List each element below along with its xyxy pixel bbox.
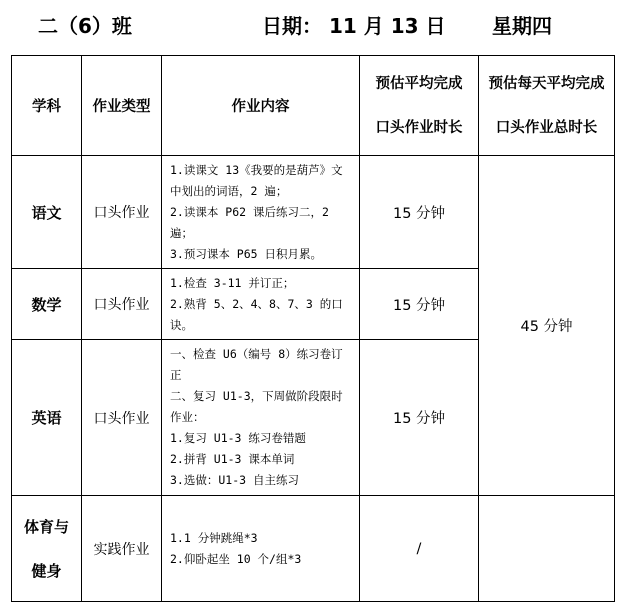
content-line: 3.预习课本 P65 日积月累。 <box>170 246 322 261</box>
time-cell: / <box>360 496 479 602</box>
page-header <box>0 6 626 42</box>
content-cell <box>162 496 360 602</box>
col-header-daily-total-line2: 口头作业总时长 <box>495 119 598 136</box>
table-row-chinese <box>12 156 615 269</box>
daily-total-cell: 45 分钟 <box>479 156 615 496</box>
content-cell <box>162 156 360 269</box>
col-header-avg-time-line1: 预估平均完成 <box>375 75 463 92</box>
time-cell: 15 分钟 <box>360 269 479 340</box>
col-header-subject: 学科 <box>12 56 82 156</box>
col-header-daily-total <box>479 56 615 156</box>
content-line: 2.熟背 5、2、4、8、7、3 的口诀。 <box>170 296 343 332</box>
homework-table <box>11 55 615 602</box>
header-row <box>12 56 615 156</box>
content-line: 1.复习 U1-3 练习卷错题 <box>170 431 306 445</box>
subject-line1: 体育与 <box>23 517 69 536</box>
subject-cell: 数学 <box>12 269 82 340</box>
subject-cell: 语文 <box>12 156 82 269</box>
content-line: 1.1 分钟跳绳*3 <box>170 530 258 545</box>
content-line: 1.检查 3-11 并订正； <box>170 275 295 290</box>
content-line: 2.读课本 P62 课后练习二，2 遍； <box>170 204 336 240</box>
subject-cell <box>12 496 82 602</box>
class-label: 二（6）班 <box>38 14 132 38</box>
col-header-avg-time <box>360 56 479 156</box>
type-cell: 口头作业 <box>82 156 162 269</box>
content-line: 2.拼背 U1-3 课本单词 <box>170 452 295 466</box>
content-line: 一、检查 U6（编号 8）练习卷订正 <box>170 347 343 382</box>
content-line: 3.选做：U1-3 自主练习 <box>170 473 299 487</box>
date-label: 日期： 11 月 13 日 <box>262 14 446 38</box>
content-cell <box>162 269 360 340</box>
content-cell <box>162 340 360 496</box>
col-header-daily-total-line1: 预估每天平均完成 <box>488 75 605 92</box>
table-row-pe <box>12 496 615 602</box>
time-cell: 15 分钟 <box>360 156 479 269</box>
subject-line2: 健身 <box>31 561 62 580</box>
empty-cell <box>479 496 615 602</box>
content-line: 二、复习 U1-3，下周做阶段限时作业： <box>170 389 343 424</box>
col-header-type: 作业类型 <box>82 56 162 156</box>
time-cell: 15 分钟 <box>360 340 479 496</box>
col-header-avg-time-line2: 口头作业时长 <box>375 119 463 136</box>
weekday-label: 星期四 <box>492 14 552 38</box>
content-line: 1.读课文 13《我要的是葫芦》文中划出的词语，2 遍； <box>170 162 343 198</box>
type-cell: 口头作业 <box>82 269 162 340</box>
type-cell: 实践作业 <box>82 496 162 602</box>
col-header-content: 作业内容 <box>162 56 360 156</box>
subject-cell: 英语 <box>12 340 82 496</box>
content-line: 2.仰卧起坐 10 个/组*3 <box>170 551 302 566</box>
type-cell: 口头作业 <box>82 340 162 496</box>
